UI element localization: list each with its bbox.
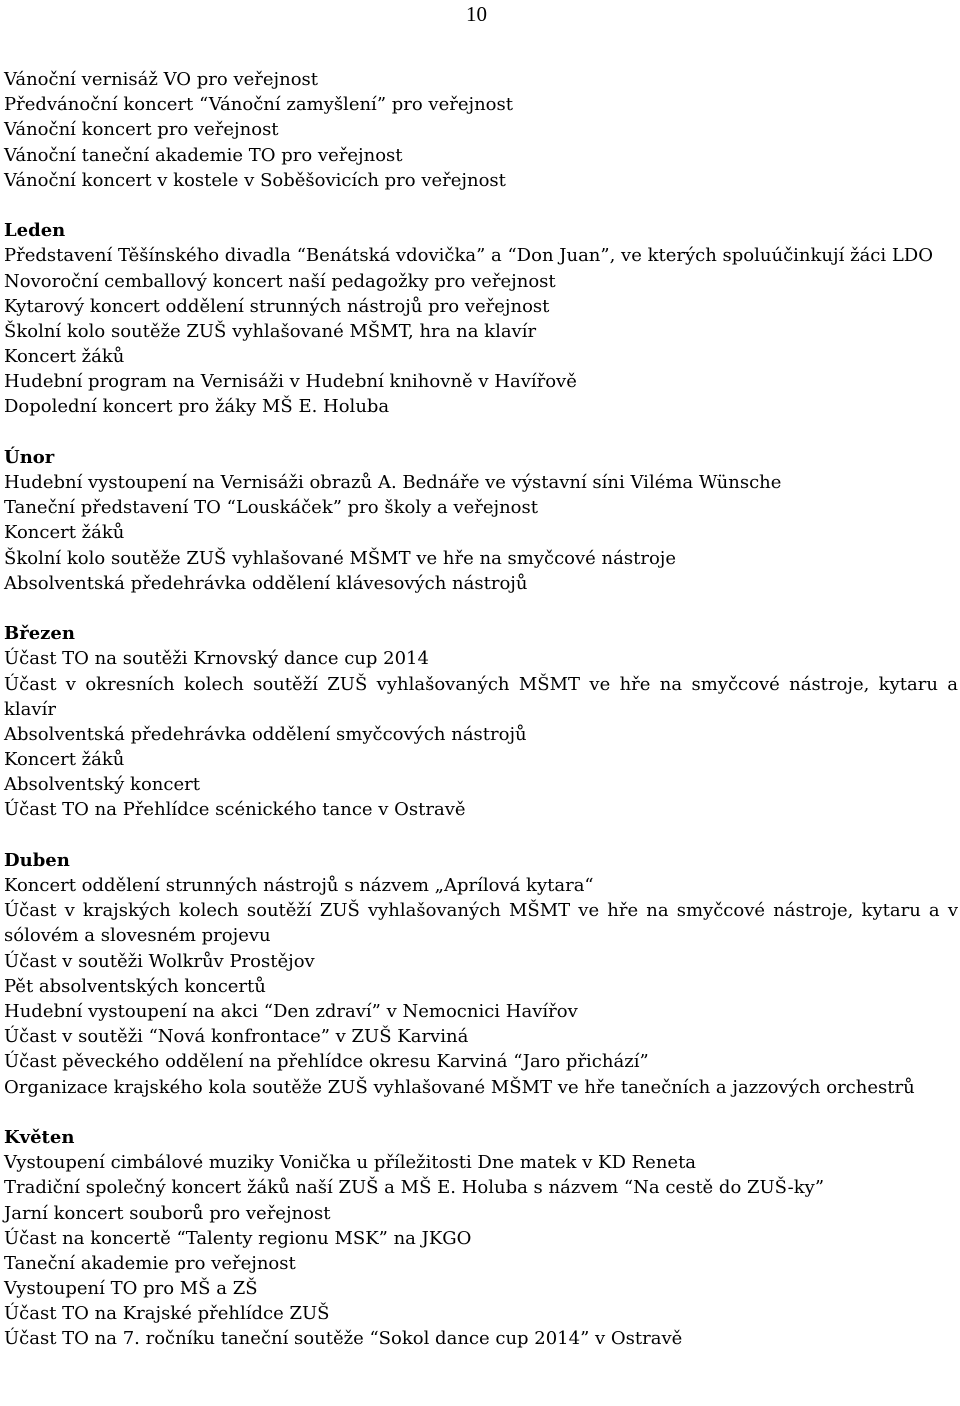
list-item: Účast pěveckého oddělení na přehlídce okresu Karviná “Jaro přichází” — [4, 1051, 649, 1073]
list-item: Organizace krajského kola soutěže ZUŠ vyhlašované MŠMT ve hře tanečních a jazzových orchestrů — [4, 1076, 915, 1098]
list-item: Účast v soutěži “Nová konfrontace” v ZUŠ Karviná — [4, 1026, 469, 1048]
spacer — [4, 596, 958, 621]
list-item: Hudební vystoupení na Vernisáži obrazů A. Bednáře ve výstavní síni Viléma Wünsche — [4, 472, 782, 494]
list-item: Účast v krajských kolech soutěží ZUŠ vyhlašovaných MŠMT ve hře na smyčcové nástroje, kytaru a v sólovém a slovesném projevu — [4, 900, 958, 947]
list-item: Absolventský koncert — [4, 774, 200, 796]
list-item: Absolventská předehrávka oddělení klávesových nástrojů — [4, 572, 528, 594]
spacer — [4, 420, 958, 445]
list-item: Koncert žáků — [4, 749, 125, 771]
list-item: Předvánoční koncert “Vánoční zamyšlení” pro veřejnost — [4, 94, 513, 116]
list-item: Koncert žáků — [4, 346, 125, 368]
list-item: Koncert žáků — [4, 522, 125, 544]
section-unor — [4, 445, 958, 596]
list-item: Účast v soutěži Wolkrův Prostějov — [4, 950, 315, 972]
list-item: Vánoční taneční akademie TO pro veřejnost — [4, 144, 403, 166]
list-item: Koncert oddělení strunných nástrojů s názvem „Aprílová kytara“ — [4, 875, 594, 897]
list-item: Představení Těšínského divadla “Benátská vdovička” a “Don Juan”, ve kterých spoluúčinkují žáci LDO — [4, 245, 933, 267]
list-item: Taneční akademie pro veřejnost — [4, 1252, 296, 1274]
list-item: Účast TO na 7. ročníku taneční soutěže “Sokol dance cup 2014” v Ostravě — [4, 1328, 683, 1350]
list-item: Vystoupení TO pro MŠ a ZŠ — [4, 1278, 258, 1300]
list-item: Vystoupení cimbálové muziky Vonička u příležitosti Dne matek v KD Reneta — [4, 1152, 697, 1174]
section-heading: Únor — [4, 446, 55, 468]
list-item: Účast v okresních kolech soutěží ZUŠ vyhlašovaných MŠMT ve hře na smyčcové nástroje, kytaru a klavír — [4, 673, 958, 720]
list-item: Tradiční společný koncert žáků naší ZUŠ a MŠ E. Holuba s názvem “Na cestě do ZUŠ-ky” — [4, 1177, 825, 1199]
list-item: Dopolední koncert pro žáky MŠ E. Holuba — [4, 396, 390, 418]
list-item: Školní kolo soutěže ZUŠ vyhlašované MŠMT ve hře na smyčcové nástroje — [4, 547, 677, 569]
section-kveten — [4, 1125, 958, 1352]
list-item: Jarní koncert souborů pro veřejnost — [4, 1202, 331, 1224]
list-item: Hudební vystoupení na akci “Den zdraví” v Nemocnici Havířov — [4, 1001, 578, 1023]
intro-list — [4, 67, 958, 193]
list-item: Kytarový koncert oddělení strunných nástrojů pro veřejnost — [4, 295, 550, 317]
page-number: 10 — [466, 2, 487, 26]
list-item: Účast TO na Přehlídce scénického tance v Ostravě — [4, 799, 466, 821]
section-leden — [4, 218, 958, 420]
list-item: Vánoční koncert v kostele v Soběšovicích pro veřejnost — [4, 169, 506, 191]
list-item: Účast na koncertě “Talenty regionu MSK” na JKGO — [4, 1227, 472, 1249]
spacer — [4, 193, 958, 218]
section-heading: Květen — [4, 1126, 75, 1148]
document-body — [4, 67, 958, 1352]
list-item: Vánoční koncert pro veřejnost — [4, 119, 279, 141]
section-heading: Duben — [4, 849, 70, 871]
list-item: Školní kolo soutěže ZUŠ vyhlašované MŠMT, hra na klavír — [4, 320, 537, 342]
spacer — [4, 1100, 958, 1125]
list-item: Účast TO na Krajské přehlídce ZUŠ — [4, 1303, 330, 1325]
list-item: Absolventská předehrávka oddělení smyčcových nástrojů — [4, 723, 527, 745]
section-heading: Leden — [4, 220, 66, 242]
spacer — [4, 823, 958, 848]
list-item: Taneční představení TO “Louskáček” pro školy a veřejnost — [4, 497, 538, 519]
list-item: Novoroční cemballový koncert naší pedagožky pro veřejnost — [4, 270, 556, 292]
list-item: Vánoční vernisáž VO pro veřejnost — [4, 69, 319, 90]
list-item: Pět absolventských koncertů — [4, 975, 266, 997]
section-brezen — [4, 621, 958, 823]
list-item: Účast TO na soutěži Krnovský dance cup 2014 — [4, 648, 429, 670]
section-heading: Březen — [4, 623, 75, 645]
list-item: Hudební program na Vernisáži v Hudební knihovně v Havířově — [4, 371, 577, 393]
section-duben — [4, 848, 958, 1100]
